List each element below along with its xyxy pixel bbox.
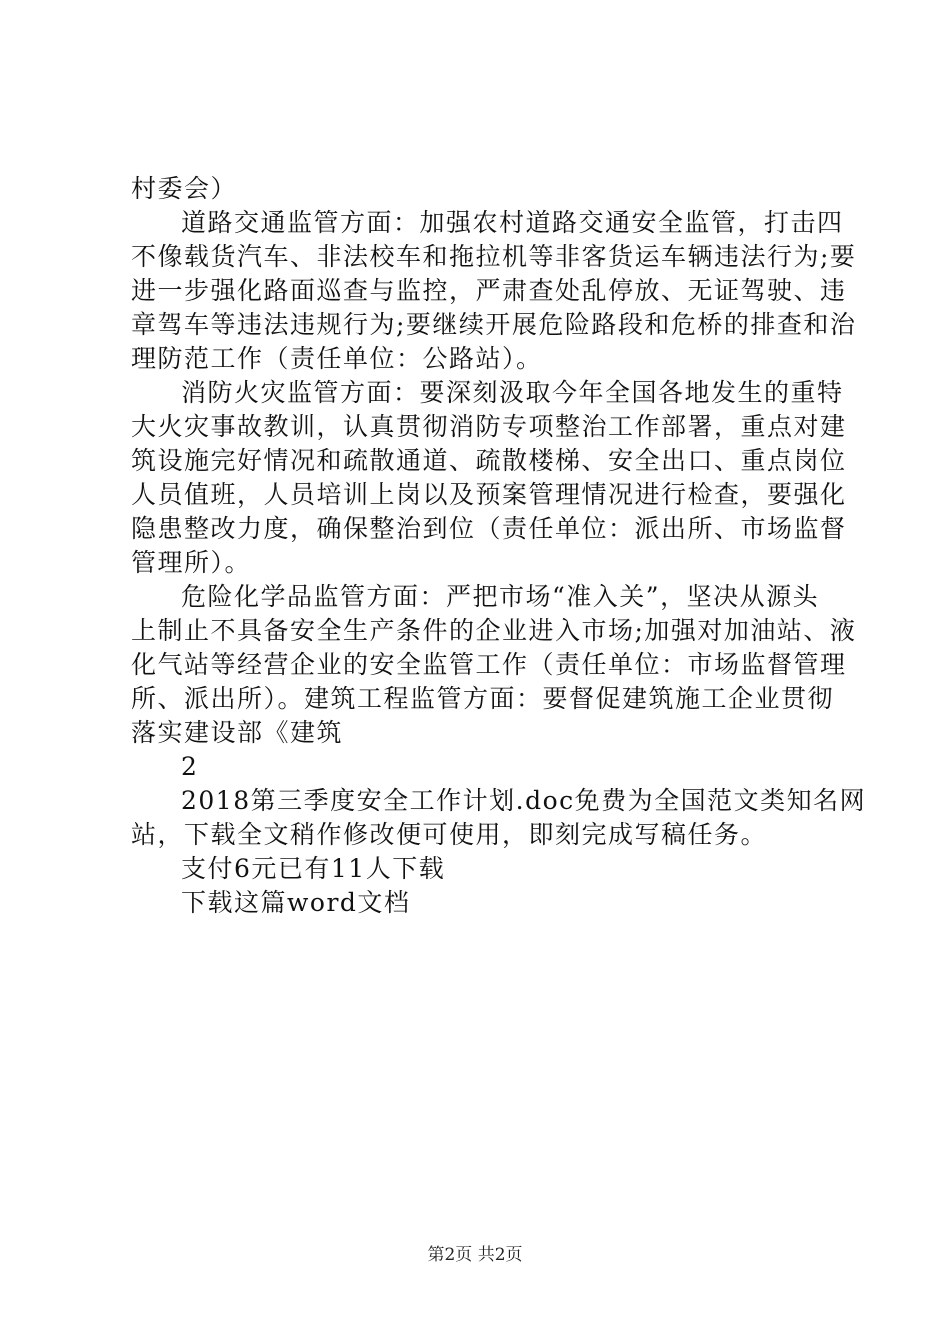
body-line: 村委会） xyxy=(131,174,238,203)
body-line: 章驾车等违法违规行为;要继续开展危险路段和危桥的排查和治 xyxy=(131,310,857,339)
page-footer: 第2页 共2页 xyxy=(427,1245,523,1265)
download-promo-text: 站，下载全文稍作修改便可使用，即刻完成写稿任务。 xyxy=(131,820,768,849)
body-line: 人员值班，人员培训上岗以及预案管理情况进行检查，要强化 xyxy=(131,480,847,509)
payment-info-text: 支付6元已有11人下载 xyxy=(181,854,446,883)
body-line: 不像载货汽车、非法校车和拖拉机等非客货运车辆违法行为;要 xyxy=(131,242,857,271)
body-line: 筑设施完好情况和疏散通道、疏散楼梯、安全出口、重点岗位 xyxy=(131,446,847,475)
body-line: 化气站等经营企业的安全监管工作（责任单位：市场监督管理 xyxy=(131,650,847,679)
body-line: 大火灾事故教训，认真贯彻消防专项整治工作部署，重点对建 xyxy=(131,412,847,441)
download-word-link[interactable]: 下载这篇word文档 xyxy=(181,888,411,917)
document-body xyxy=(131,172,867,920)
body-line: 落实建设部《建筑 xyxy=(131,718,344,747)
body-line: 危险化学品监管方面：严把市场“准入关”，坚决从源头 xyxy=(181,582,820,611)
body-line: 所、派出所）。建筑工程监管方面：要督促建筑施工企业贯彻 xyxy=(131,684,835,713)
body-line: 消防火灾监管方面：要深刻汲取今年全国各地发生的重特 xyxy=(181,378,844,407)
body-line: 进一步强化路面巡查与监控，严肃查处乱停放、无证驾驶、违 xyxy=(131,276,847,305)
body-line: 管理所）。 xyxy=(131,548,252,577)
body-line: 道路交通监管方面：加强农村道路交通安全监管，打击四 xyxy=(181,208,844,237)
download-promo-text: 2018第三季度安全工作计划.doc免费为全国范文类知名网 xyxy=(181,786,867,815)
body-line: 隐患整改力度，确保整治到位（责任单位：派出所、市场监督 xyxy=(131,514,847,543)
body-line: 上制止不具备安全生产条件的企业进入市场;加强对加油站、液 xyxy=(131,616,857,645)
page-number-text: 2 xyxy=(181,752,199,781)
body-line: 理防范工作（责任单位：公路站）。 xyxy=(131,344,543,373)
